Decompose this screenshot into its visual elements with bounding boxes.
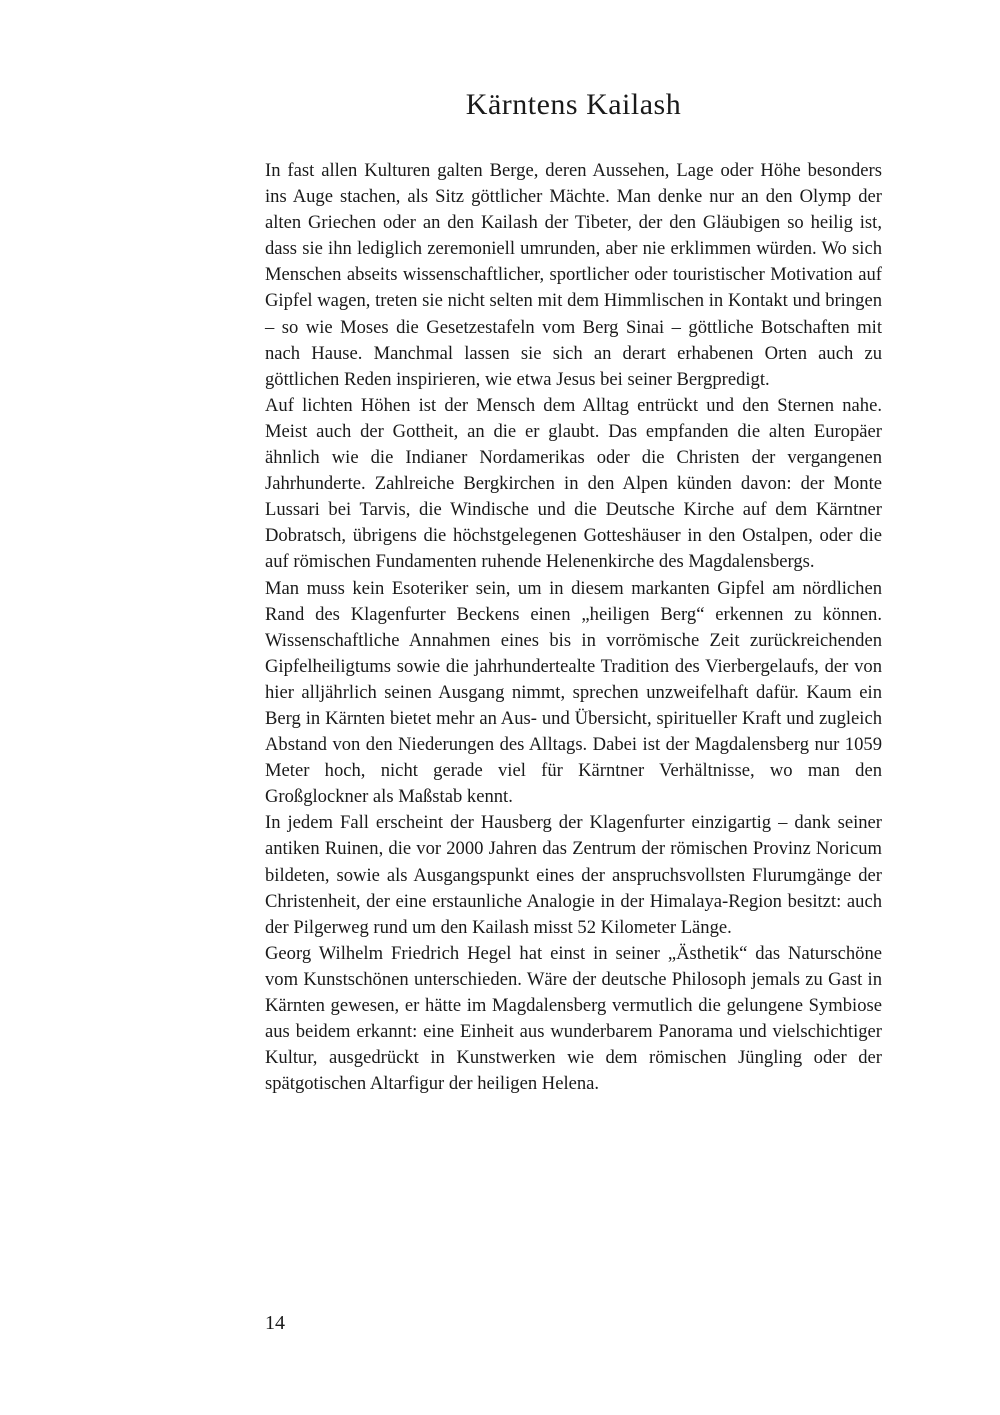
paragraph: In fast allen Kulturen galten Berge, deren Aussehen, Lage oder Höhe besonders ins Auge stachen, als Sitz göttlicher Mächte. Man denke nur an den Olymp der alten Griechen oder an den Kailash der Tibeter, der den Gläubigen so heilig ist, dass sie ihn lediglich zeremoniell umrunden, aber nie erklimmen würden. Wo sich Menschen abseits wissenschaftlicher, sportlicher oder touristischer Motivation auf Gipfel wagen, treten sie nicht selten mit dem Himmlischen in Kontakt und bringen – so wie Moses die Gesetzestafeln vom Berg Sinai – göttliche Botschaften mit nach Hause. Manchmal lassen sie sich an derart erhabenen Orten auch zu göttlichen Reden inspirieren, wie etwa Jesus bei seiner Bergpredigt.: [265, 160, 882, 390]
page-number: 14: [265, 1312, 285, 1334]
page-title: Kärntens Kailash: [465, 88, 682, 121]
paragraph: Georg Wilhelm Friedrich Hegel hat einst in seiner „Ästhetik“ das Naturschöne vom Kunstschönen unterschieden. Wäre der deutsche Philosoph jemals zu Gast in Kärnten gewesen, er hätte im Magdalensberg vermutlich die gelungene Symbiose aus beidem erkannt: eine Einheit aus wunderbarem Panorama und vielschichtiger Kultur, ausgedrückt in Kunstwerken wie dem römischen Jüngling oder der spätgotischen Altarfigur der heiligen Helena.: [265, 942, 882, 1095]
paragraph: Auf lichten Höhen ist der Mensch dem Alltag entrückt und den Sternen nahe. Meist auch der Gottheit, an die er glaubt. Das empfanden die alten Europäer ähnlich wie die Indianer Nordamerikas oder die Christen der vergangenen Jahrhunderte. Zahlreiche Bergkirchen in den Alpen künden davon: der Monte Lussari bei Tarvis, die Windische und die Deutsche Kirche auf dem Kärntner Dobratsch, übrigens die höchstgelegenen Gotteshäuser in den Ostalpen, oder die auf römischen Fundamenten ruhende Helenenkirche des Magdalensbergs.: [265, 394, 882, 573]
body-text: [265, 158, 882, 1097]
paragraph: In jedem Fall erscheint der Hausberg der Klagenfurter einzigartig – dank seiner antiken Ruinen, die vor 2000 Jahren das Zentrum der römischen Provinz Noricum bildeten, sowie als Ausgangspunkt eines der anspruchsvollsten Flurumgänge der Christenheit, der eine erstaunliche Analogie in der Himalaya-Region besitzt: auch der Pilgerweg rund um den Kailash misst 52 Kilometer Länge.: [265, 812, 882, 938]
paragraph: Man muss kein Esoteriker sein, um in diesem markanten Gipfel am nördlichen Rand des Klagenfurter Beckens einen „heiligen Berg“ erkennen zu können. Wissenschaftliche Annahmen eines bis in vorrömische Zeit zurückreichenden Gipfelheiligtums sowie die jahrhundertealte Tradition des Vierbergelaufs, der von hier alljährlich seinen Ausgang nimmt, sprechen unzweifelhaft dafür. Kaum ein Berg in Kärnten bietet mehr an Aus- und Übersicht, spiritueller Kraft und zugleich Abstand von den Niederungen des Alltags. Dabei ist der Magdalensberg nur 1059 Meter hoch, nicht gerade viel für Kärntner Verhältnisse, wo man den Großglockner als Maßstab kennt.: [265, 577, 882, 808]
